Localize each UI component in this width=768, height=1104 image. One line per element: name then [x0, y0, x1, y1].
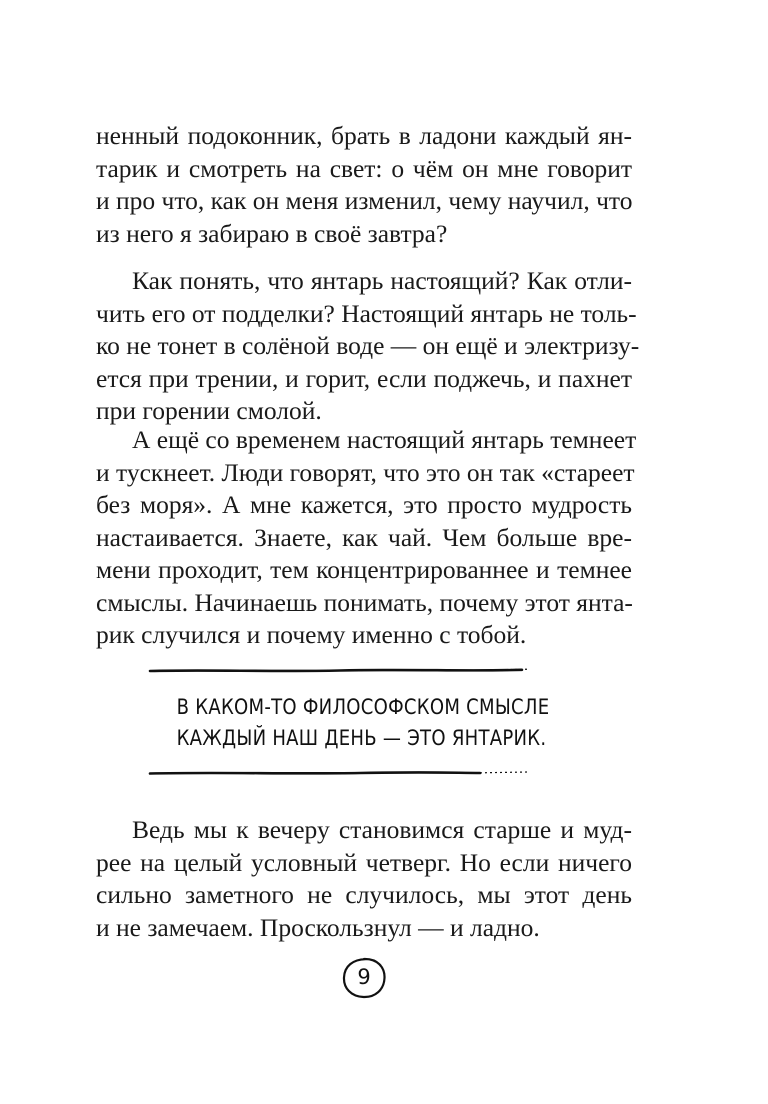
text-line: ется при трении, и горит, если поджечь, и пахнет: [96, 363, 632, 393]
text-line: и про что, как он меня изменил, чему научил, что: [96, 186, 633, 215]
page-number-text: 9: [357, 965, 371, 989]
text-line: из него я забираю в своё завтра?: [96, 218, 448, 248]
quote-line: КАЖДЫЙ НАШ ДЕНЬ — ЭТО ЯНТАРИК.: [176, 726, 547, 750]
text-line: тарик и смотреть на свет: о чём он мне говорит: [96, 153, 632, 183]
text-line: А ещё со временем настоящий янтарь темнеет: [132, 425, 637, 454]
quote-line: В КАКОМ-ТО ФИЛОСОФСКОМ СМЫСЛЕ: [176, 695, 550, 719]
text-line: сильно заметного не случилось, мы этот день: [96, 880, 632, 909]
text-line: рик случился и почему именно с тобой.: [96, 620, 527, 649]
text-line: рее на целый условный четверг. Но если ничего: [96, 847, 632, 877]
pull-quote: [150, 660, 550, 782]
text-line: без моря». А мне кажется, это просто мудрость: [96, 490, 632, 519]
text-line: чить его от подделки? Настоящий янтарь не толь-: [96, 298, 637, 328]
quote-rule-bottom: [150, 768, 530, 778]
paragraph-1: [96, 120, 632, 250]
text-line: Ведь мы к вечеру становимся старше и муд-: [132, 815, 632, 844]
text-line: и тускнеет. Люди говорят, что это он так «стареет: [96, 457, 635, 487]
paragraph-3: [96, 424, 637, 652]
text-line: при горении смолой.: [96, 396, 322, 425]
quote-rule-top: [150, 666, 530, 676]
page-number: [341, 956, 387, 1000]
text-line: настаивается. Знаете, как чай. Чем больше вре-: [96, 522, 632, 552]
quote-text: [176, 692, 550, 754]
paragraph-4: [96, 814, 632, 944]
text-line: и не замечаем. Проскользнул — и ладно.: [96, 912, 540, 942]
text-line: ко не тонет в солёной воде — он ещё и электризу-: [96, 331, 640, 360]
text-line: Как понять, что янтарь настоящий? Как отли-: [132, 266, 632, 295]
text-line: мени проходит, тем концентрированнее и темнее: [96, 555, 632, 584]
paragraph-2: [96, 265, 640, 428]
text-line: ненный подоконник, брать в ладони каждый ян-: [96, 121, 632, 150]
text-line: смыслы. Начинаешь понимать, почему этот янта-: [96, 587, 633, 617]
